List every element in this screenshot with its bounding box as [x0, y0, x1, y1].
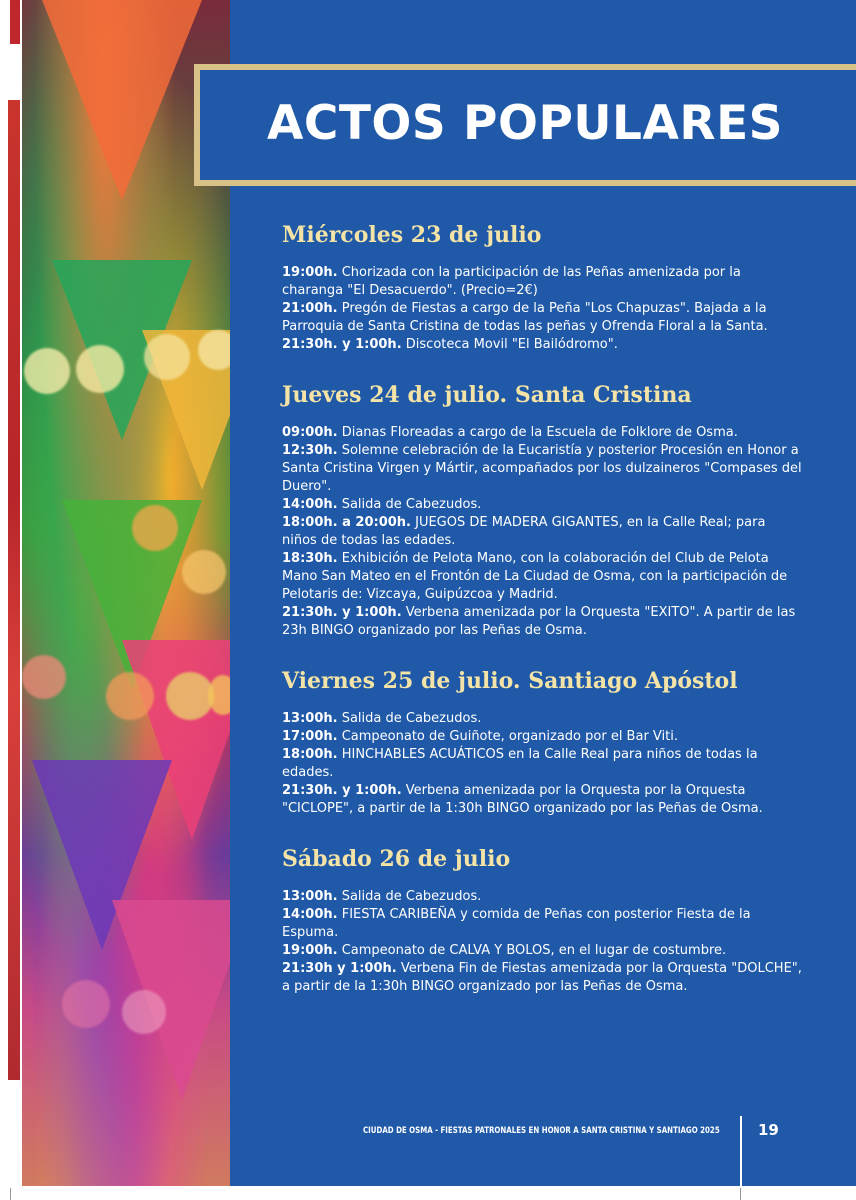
day-heading: Miércoles 23 de julio	[282, 222, 542, 248]
event-description: Verbena Fin de Fiestas amenizada por la Orquesta "DOLCHE", a partir de la 1:30h BINGO organizado por las Peñas de Osma.	[282, 961, 802, 994]
event-item	[282, 264, 802, 300]
day-section	[282, 382, 802, 640]
bokeh-light	[198, 330, 230, 370]
footer	[230, 1116, 856, 1156]
event-time: 18:00h. a 20:00h.	[282, 515, 411, 530]
event-item	[282, 710, 802, 728]
event-item	[282, 906, 802, 942]
event-item	[282, 604, 802, 640]
event-time: 12:30h.	[282, 443, 338, 458]
bokeh-light	[106, 672, 154, 720]
crop-mark	[740, 1188, 741, 1200]
event-time: 18:00h.	[282, 747, 338, 762]
event-item	[282, 336, 802, 354]
event-time: 21:30h. y 1:00h.	[282, 783, 402, 798]
event-description: Verbena amenizada por la Orquesta "EXITO". A partir de las 23h BINGO organizado por las Peñas de Osma.	[282, 605, 796, 638]
program-list	[282, 222, 802, 1024]
bokeh-light	[22, 655, 66, 699]
footer-text: CIUDAD DE OSMA - FIESTAS PATRONALES EN HONOR A SANTA CRISTINA Y SANTIAGO 2025	[363, 1126, 720, 1136]
event-time: 19:00h.	[282, 943, 338, 958]
event-description: Salida de Cabezudos.	[337, 889, 482, 904]
event-item	[282, 514, 802, 550]
footer-divider	[740, 1116, 742, 1186]
event-time: 21:00h.	[282, 301, 338, 316]
bokeh-light	[24, 348, 70, 394]
bokeh-light	[122, 990, 166, 1034]
event-time: 21:30h. y 1:00h.	[282, 337, 402, 352]
bokeh-light	[132, 505, 178, 551]
bottom-margin	[0, 1186, 856, 1200]
day-section	[282, 668, 802, 818]
event-description: JUEGOS DE MADERA GIGANTES, en la Calle Real; para niños de todas las edades.	[282, 515, 766, 548]
event-item	[282, 960, 802, 996]
event-time: 19:00h.	[282, 265, 338, 280]
event-item	[282, 782, 802, 818]
event-description: FIESTA CARIBEÑA y comida de Peñas con posterior Fiesta de la Espuma.	[282, 907, 751, 940]
crop-mark	[10, 1188, 11, 1200]
event-item	[282, 746, 802, 782]
page-title: ACTOS POPULARES	[266, 96, 784, 151]
red-edge-top	[10, 0, 20, 44]
event-description: Solemne celebración de la Eucaristía y posterior Procesión en Honor a Santa Cristina Virgen y Mártir, acompañados por los dulzaineros "Compases del Duero".	[282, 443, 802, 494]
event-description: Chorizada con la participación de las Peñas amenizada por la charanga "El Desacuerdo". (Precio=2€)	[282, 265, 741, 298]
event-item	[282, 442, 802, 496]
event-item	[282, 496, 802, 514]
bokeh-light	[62, 980, 110, 1028]
event-time: 17:00h.	[282, 729, 338, 744]
event-description: Salida de Cabezudos.	[337, 497, 482, 512]
event-time: 18:30h.	[282, 551, 338, 566]
event-item	[282, 424, 802, 442]
event-item	[282, 300, 802, 336]
event-time: 14:00h.	[282, 497, 338, 512]
bokeh-light	[166, 672, 214, 720]
event-description: Exhibición de Pelota Mano, con la colaboración del Club de Pelota Mano San Mateo en el Frontón de La Ciudad de Osma, con la participación de Pelotaris de: Vizcaya, Guipúzcoa y Madrid.	[282, 551, 788, 602]
bokeh-light	[182, 550, 226, 594]
bokeh-light	[76, 345, 124, 393]
pennant-orange	[42, 0, 202, 200]
event-item	[282, 728, 802, 746]
day-section	[282, 846, 802, 996]
event-description: Campeonato de CALVA Y BOLOS, en el lugar de costumbre.	[337, 943, 727, 958]
event-item	[282, 888, 802, 906]
event-description: Salida de Cabezudos.	[337, 711, 482, 726]
event-item	[282, 550, 802, 604]
bokeh-light	[144, 334, 190, 380]
event-description: Discoteca Movil "El Bailódromo".	[401, 337, 618, 352]
event-time: 14:00h.	[282, 907, 338, 922]
event-time: 09:00h.	[282, 425, 338, 440]
event-description: Dianas Floreadas a cargo de la Escuela de Folklore de Osma.	[337, 425, 738, 440]
event-item	[282, 942, 802, 960]
event-description: Campeonato de Guiñote, organizado por el Bar Viti.	[337, 729, 678, 744]
event-time: 21:30h. y 1:00h.	[282, 605, 402, 620]
page-number: 19	[758, 1121, 779, 1139]
event-time: 13:00h.	[282, 711, 338, 726]
event-time: 13:00h.	[282, 889, 338, 904]
day-heading: Sábado 26 de julio	[282, 846, 511, 872]
bokeh-light	[208, 675, 230, 715]
red-edge-strip	[8, 100, 20, 1080]
event-description: Verbena amenizada por la Orquesta por la Orquesta "CICLOPE", a partir de la 1:30h BINGO organizado por las Peñas de Osma.	[282, 783, 763, 816]
event-description: Pregón de Fiestas a cargo de la Peña "Los Chapuzas". Bajada a la Parroquia de Santa Cristina de todas las peñas y Ofrenda Floral a la Santa.	[282, 301, 768, 334]
event-time: 21:30h y 1:00h.	[282, 961, 397, 976]
event-description: HINCHABLES ACUÁTICOS en la Calle Real para niños de todas la edades.	[282, 747, 758, 780]
day-section	[282, 222, 802, 354]
day-heading: Viernes 25 de julio. Santiago Apóstol	[282, 668, 738, 694]
day-heading: Jueves 24 de julio. Santa Cristina	[282, 382, 692, 408]
